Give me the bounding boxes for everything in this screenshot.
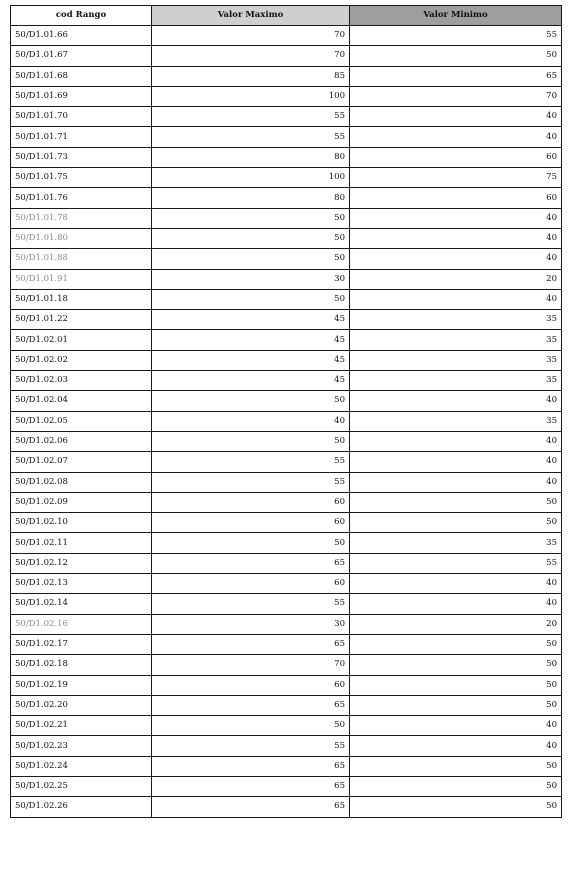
cell-cod-rango: 50/D1.01.88 (11, 249, 152, 269)
cell-cod-rango: 50/D1.02.03 (11, 371, 152, 391)
table-row (11, 289, 562, 309)
table-row (11, 492, 562, 512)
cell-cod-rango: 50/D1.01.70 (11, 107, 152, 127)
cell-cod-rango: 50/D1.01.18 (11, 289, 152, 309)
table-row (11, 188, 562, 208)
cell-valor-maximo: 55 (152, 736, 350, 756)
cell-valor-minimo: 40 (350, 127, 562, 147)
cell-valor-maximo: 55 (152, 452, 350, 472)
cell-cod-rango: 50/D1.02.18 (11, 655, 152, 675)
cell-cod-rango: 50/D1.02.24 (11, 756, 152, 776)
table-row (11, 533, 562, 553)
cell-cod-rango: 50/D1.02.12 (11, 553, 152, 573)
table-row (11, 330, 562, 350)
cell-valor-minimo: 65 (350, 66, 562, 86)
cell-cod-rango: 50/D1.02.13 (11, 574, 152, 594)
cell-valor-minimo: 75 (350, 168, 562, 188)
cell-valor-maximo: 100 (152, 86, 350, 106)
table-body (11, 26, 562, 818)
header-row (11, 6, 562, 26)
cell-valor-minimo: 50 (350, 513, 562, 533)
cell-valor-maximo: 60 (152, 513, 350, 533)
cell-cod-rango: 50/D1.01.76 (11, 188, 152, 208)
table-row (11, 228, 562, 248)
cell-valor-maximo: 80 (152, 147, 350, 167)
table-row (11, 269, 562, 289)
table-row (11, 371, 562, 391)
cell-valor-maximo: 70 (152, 655, 350, 675)
table-row (11, 66, 562, 86)
header-cod-rango: cod Rango (11, 6, 152, 26)
cell-cod-rango: 50/D1.02.26 (11, 797, 152, 817)
table-row (11, 208, 562, 228)
cell-valor-maximo: 55 (152, 472, 350, 492)
cell-valor-maximo: 65 (152, 756, 350, 776)
header-valor-maximo: Valor Maximo (152, 6, 350, 26)
cell-valor-minimo: 50 (350, 46, 562, 66)
cell-cod-rango: 50/D1.02.01 (11, 330, 152, 350)
table-row (11, 716, 562, 736)
table-row (11, 736, 562, 756)
cell-valor-minimo: 55 (350, 553, 562, 573)
cell-valor-minimo: 55 (350, 26, 562, 46)
cell-valor-minimo: 20 (350, 269, 562, 289)
cell-valor-maximo: 30 (152, 614, 350, 634)
table-row (11, 797, 562, 817)
cell-cod-rango: 50/D1.02.05 (11, 411, 152, 431)
cell-valor-maximo: 50 (152, 228, 350, 248)
cell-valor-minimo: 35 (350, 411, 562, 431)
cell-cod-rango: 50/D1.02.11 (11, 533, 152, 553)
cell-valor-maximo: 50 (152, 289, 350, 309)
document-page (10, 5, 561, 818)
cell-valor-minimo: 60 (350, 147, 562, 167)
cell-valor-maximo: 65 (152, 634, 350, 654)
cell-valor-minimo: 50 (350, 756, 562, 776)
table-row (11, 574, 562, 594)
cell-cod-rango: 50/D1.02.17 (11, 634, 152, 654)
cell-valor-maximo: 40 (152, 411, 350, 431)
table-row (11, 310, 562, 330)
cell-valor-maximo: 50 (152, 431, 350, 451)
cell-valor-maximo: 65 (152, 797, 350, 817)
cell-cod-rango: 50/D1.01.80 (11, 228, 152, 248)
table-row (11, 411, 562, 431)
cell-valor-minimo: 60 (350, 188, 562, 208)
header-valor-minimo: Valor Minimo (350, 6, 562, 26)
table-row (11, 513, 562, 533)
cell-valor-maximo: 65 (152, 695, 350, 715)
cell-valor-minimo: 40 (350, 431, 562, 451)
table-row (11, 695, 562, 715)
cell-valor-maximo: 70 (152, 46, 350, 66)
cell-valor-minimo: 40 (350, 391, 562, 411)
cell-cod-rango: 50/D1.02.08 (11, 472, 152, 492)
cell-cod-rango: 50/D1.02.02 (11, 350, 152, 370)
table-row (11, 452, 562, 472)
cell-cod-rango: 50/D1.01.67 (11, 46, 152, 66)
cell-cod-rango: 50/D1.02.21 (11, 716, 152, 736)
cell-valor-minimo: 40 (350, 107, 562, 127)
cell-cod-rango: 50/D1.02.25 (11, 776, 152, 796)
cell-cod-rango: 50/D1.01.78 (11, 208, 152, 228)
cell-valor-maximo: 45 (152, 350, 350, 370)
cell-cod-rango: 50/D1.01.73 (11, 147, 152, 167)
cell-valor-maximo: 85 (152, 66, 350, 86)
cell-valor-maximo: 45 (152, 371, 350, 391)
table-row (11, 431, 562, 451)
cell-cod-rango: 50/D1.01.91 (11, 269, 152, 289)
table-row (11, 391, 562, 411)
cell-cod-rango: 50/D1.01.71 (11, 127, 152, 147)
cell-valor-minimo: 50 (350, 695, 562, 715)
table-row (11, 594, 562, 614)
table-row (11, 776, 562, 796)
cell-cod-rango: 50/D1.02.07 (11, 452, 152, 472)
table-row (11, 472, 562, 492)
cell-cod-rango: 50/D1.02.10 (11, 513, 152, 533)
table-header (11, 6, 562, 26)
cell-valor-minimo: 35 (350, 310, 562, 330)
cell-valor-maximo: 55 (152, 107, 350, 127)
cell-cod-rango: 50/D1.02.09 (11, 492, 152, 512)
cell-valor-minimo: 20 (350, 614, 562, 634)
table-row (11, 168, 562, 188)
table-row (11, 46, 562, 66)
cell-valor-minimo: 50 (350, 776, 562, 796)
cell-valor-minimo: 40 (350, 716, 562, 736)
cell-valor-minimo: 70 (350, 86, 562, 106)
cell-valor-maximo: 55 (152, 594, 350, 614)
cell-valor-maximo: 65 (152, 553, 350, 573)
cell-valor-maximo: 80 (152, 188, 350, 208)
cell-valor-minimo: 50 (350, 634, 562, 654)
table-row (11, 26, 562, 46)
cell-valor-maximo: 55 (152, 127, 350, 147)
cell-cod-rango: 50/D1.02.06 (11, 431, 152, 451)
cell-valor-maximo: 65 (152, 776, 350, 796)
table-row (11, 86, 562, 106)
cell-valor-minimo: 40 (350, 228, 562, 248)
cell-valor-maximo: 50 (152, 716, 350, 736)
cell-valor-minimo: 40 (350, 249, 562, 269)
cell-valor-minimo: 40 (350, 472, 562, 492)
cell-cod-rango: 50/D1.01.68 (11, 66, 152, 86)
table-row (11, 107, 562, 127)
cell-valor-maximo: 30 (152, 269, 350, 289)
table-row (11, 147, 562, 167)
cell-cod-rango: 50/D1.01.22 (11, 310, 152, 330)
cell-valor-maximo: 100 (152, 168, 350, 188)
cell-valor-maximo: 50 (152, 533, 350, 553)
cell-cod-rango: 50/D1.02.23 (11, 736, 152, 756)
cell-valor-maximo: 45 (152, 310, 350, 330)
cell-valor-maximo: 60 (152, 492, 350, 512)
table-row (11, 249, 562, 269)
cell-valor-minimo: 40 (350, 574, 562, 594)
table-row (11, 127, 562, 147)
table-row (11, 756, 562, 776)
table-row (11, 614, 562, 634)
cell-cod-rango: 50/D1.02.16 (11, 614, 152, 634)
cell-valor-minimo: 50 (350, 492, 562, 512)
cell-valor-minimo: 40 (350, 452, 562, 472)
table-row (11, 350, 562, 370)
cell-cod-rango: 50/D1.01.66 (11, 26, 152, 46)
cell-valor-minimo: 35 (350, 371, 562, 391)
cell-valor-minimo: 35 (350, 330, 562, 350)
table-row (11, 655, 562, 675)
cell-valor-minimo: 50 (350, 675, 562, 695)
cell-valor-maximo: 60 (152, 675, 350, 695)
rango-table (10, 5, 562, 818)
cell-cod-rango: 50/D1.02.04 (11, 391, 152, 411)
cell-valor-minimo: 50 (350, 797, 562, 817)
cell-cod-rango: 50/D1.02.19 (11, 675, 152, 695)
cell-cod-rango: 50/D1.02.20 (11, 695, 152, 715)
cell-valor-minimo: 40 (350, 208, 562, 228)
cell-valor-maximo: 45 (152, 330, 350, 350)
cell-valor-minimo: 40 (350, 594, 562, 614)
cell-valor-minimo: 40 (350, 736, 562, 756)
table-row (11, 553, 562, 573)
cell-valor-maximo: 50 (152, 208, 350, 228)
cell-cod-rango: 50/D1.01.75 (11, 168, 152, 188)
cell-cod-rango: 50/D1.02.14 (11, 594, 152, 614)
cell-valor-maximo: 70 (152, 26, 350, 46)
cell-valor-minimo: 35 (350, 533, 562, 553)
cell-valor-minimo: 50 (350, 655, 562, 675)
cell-valor-maximo: 50 (152, 249, 350, 269)
cell-valor-minimo: 35 (350, 350, 562, 370)
table-row (11, 634, 562, 654)
cell-valor-maximo: 60 (152, 574, 350, 594)
cell-valor-minimo: 40 (350, 289, 562, 309)
cell-cod-rango: 50/D1.01.69 (11, 86, 152, 106)
table-row (11, 675, 562, 695)
cell-valor-maximo: 50 (152, 391, 350, 411)
